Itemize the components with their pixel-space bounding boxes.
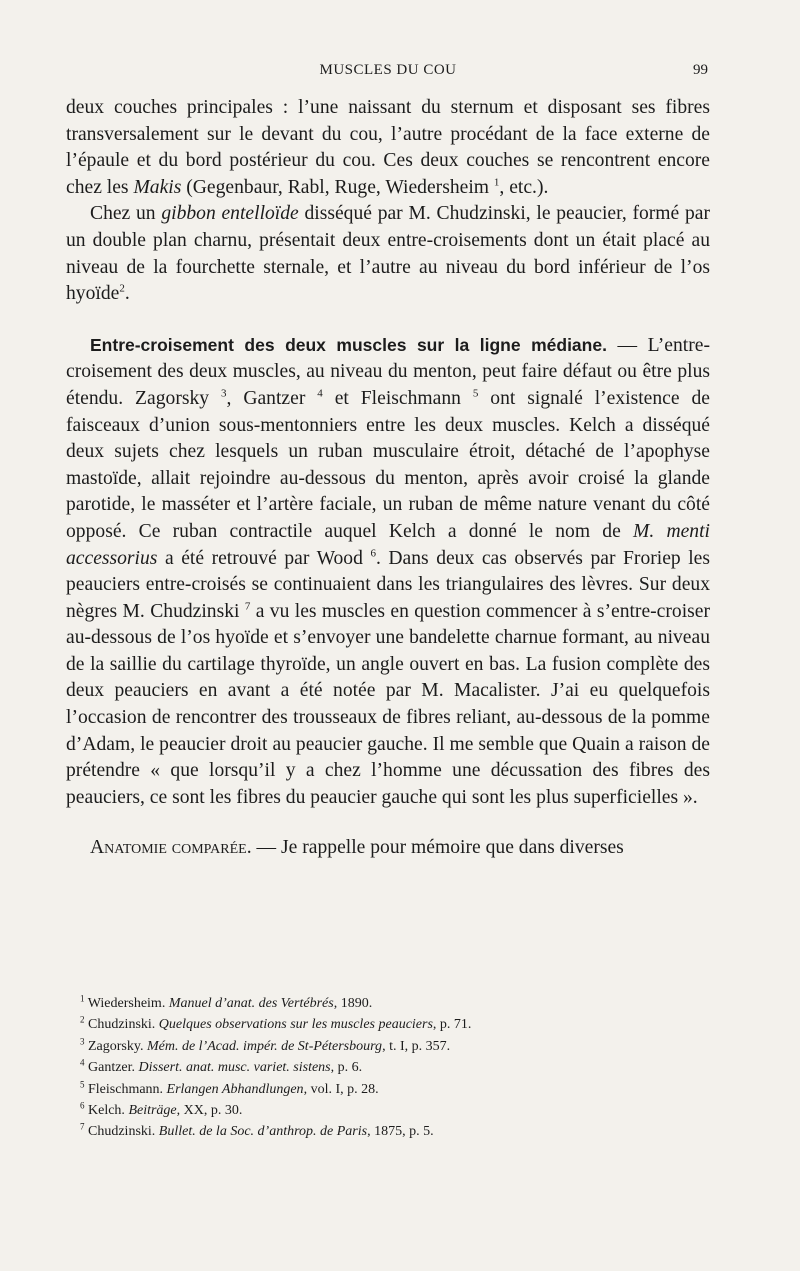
text-run: , etc.). [499, 176, 549, 198]
text-run: et Fleischmann [322, 387, 473, 409]
footnote [80, 1057, 680, 1078]
footnote-author: Zagorsky. [88, 1038, 147, 1054]
footnote [80, 1036, 680, 1057]
footnote-number: 4 [80, 1057, 85, 1068]
text-run: a été retrouvé par Wood [157, 547, 371, 569]
text-run: disséqué par M. Chudzinski, le peaucier, formé par un double plan charnu, présentait deux entre-croisements dont un était placé au niveau de la fourchette sternale, et l’autre au niveau du bord inférieur de l’os hyoïde [66, 203, 710, 305]
footnote-title: Beiträge [128, 1103, 177, 1119]
page-header [66, 62, 710, 86]
footnote-title: Bullet. de la Soc. d’anthrop. de Paris [158, 1124, 368, 1140]
footnote-title: Manuel d’anat. des Vertébrés [168, 996, 334, 1011]
paragraph-4 [66, 835, 710, 862]
footnote-title: Mém. de l’Acad. impér. de St-Pétersbourg [146, 1038, 383, 1054]
footnote-number: 1 [80, 993, 85, 1004]
footnote-rest: , 1890. [333, 996, 373, 1011]
text-run: (Gegenbaur, Rabl, Ruge, Wiedersheim [181, 176, 494, 198]
footnote-number: 7 [80, 1121, 85, 1132]
footnote [80, 1100, 680, 1121]
text-run: — L’entre-croisement des deux muscles, au niveau du menton, peut faire défaut ou être plus étendu. Zagorsky [66, 334, 710, 409]
footnote-rest: , XX, p. 30. [176, 1103, 243, 1119]
footnote-rest: , vol. I, p. 28. [303, 1081, 379, 1097]
footnote-author: Chudzinski. [88, 1124, 159, 1140]
footnote-rest: , p. 6. [330, 1060, 363, 1076]
footnote-author: Wiedersheim. [87, 996, 169, 1011]
text-run: . Dans deux cas observés par Froriep les peauciers entre-croisés se continuaient dans les triangulaires des lèvres. Sur deux nègres M. Chudzinski [66, 547, 710, 622]
footnote-title: Erlangen Abhandlungen [166, 1081, 304, 1097]
paragraph-1 [66, 95, 710, 201]
footnote-author: Fleischmann. [88, 1081, 167, 1097]
footnote-author: Gantzer. [88, 1060, 139, 1076]
text-run: ont signalé l’existence de faisceaux d’union sous-mentonniers entre les deux muscles. Kelch a disséqué deux sujets chez lesquels un ruban musculaire étroit, détaché de l’apophyse mastoïde, allait rejoindre au-dessous du menton, après avoir croisé la glande parotide, le masséter et l’artère faciale, un ruban de même nature venant du côté opposé. Ce ruban contractile auquel Kelch a donné le nom de [66, 387, 710, 542]
footnote-title: Dissert. anat. musc. variet. sistens [138, 1060, 331, 1076]
footnote-ref: 7 [244, 600, 251, 613]
text-run: . [124, 283, 130, 305]
footnote [80, 1014, 680, 1035]
text-run: a vu les muscles en question commencer à s’entre-croiser au-dessous de l’os hyoïde et s’envoyer une bandelette charnue formant, au niveau de la saillie du cartilage thyroïde, un angle ouvert en bas. La fusion complète des deux peauciers en avant a été notée par M. Macalister. J’ai eu quelquefois l’occasion de rencontrer des trousseaux de fibres reliant, au-dessous de la pomme d’Adam, le peaucier droit au peaucier gauche. Il me semble que Quain a raison de prétendre « que lorsqu’il y a chez l’homme une décussation des fibres des peauciers, ce sont les fibres du peaucier gauche qui sont les plus superficielles ». [66, 600, 710, 808]
text-run: , Gantzer [226, 387, 318, 409]
section-title: Entre-croisement des deux muscles sur la ligne médiane. [90, 334, 607, 355]
footnote-author: Kelch. [88, 1103, 129, 1119]
page-number: 99 [693, 62, 708, 78]
footnote-number: 6 [80, 1100, 85, 1111]
footnote [80, 1121, 680, 1142]
emphasis: Makis [133, 176, 182, 198]
body-text [66, 95, 710, 862]
footnote-number: 2 [80, 1014, 85, 1025]
text-run: deux couches principales : l’une naissant du sternum et disposant ses fibres transversalement sur le devant du cou, l’autre procédant de la face externe de l’épaule et du bord postérieur du cou. Ces deux couches se rencontrent encore chez les [66, 97, 710, 198]
emphasis: gibbon entelloïde [161, 203, 299, 225]
footnotes [80, 993, 680, 1143]
section-title: Anatomie comparée. [90, 837, 252, 859]
footnote [80, 993, 680, 1014]
footnote-ref: 3 [221, 387, 227, 400]
spacer [66, 308, 710, 332]
paragraph-2 [66, 201, 710, 307]
footnote-rest: , t. I, p. 357. [382, 1038, 451, 1054]
footnote-ref: 4 [317, 387, 323, 400]
text-run: — Je rappelle pour mémoire que dans diverses [251, 837, 624, 859]
paragraph-3 [66, 332, 710, 812]
footnote-number: 5 [80, 1078, 85, 1089]
spacer [66, 811, 710, 835]
footnote-rest: , p. 71. [432, 1017, 472, 1033]
footnote-number: 3 [80, 1036, 85, 1047]
footnote-title: Quelques observations sur les muscles peauciers [158, 1017, 433, 1033]
footnote [80, 1079, 680, 1100]
text-run: Chez un [90, 203, 162, 225]
footnote-rest: , 1875, p. 5. [367, 1124, 434, 1140]
footnote-author: Chudzinski. [88, 1017, 159, 1033]
footnote-ref: 5 [472, 387, 479, 400]
footnote-ref: 2 [119, 282, 125, 295]
running-head: MUSCLES DU COU [319, 62, 457, 78]
footnote-ref: 6 [370, 546, 376, 559]
emphasis: M. menti accessorius [66, 520, 710, 569]
footnote-ref: 1 [493, 176, 500, 189]
